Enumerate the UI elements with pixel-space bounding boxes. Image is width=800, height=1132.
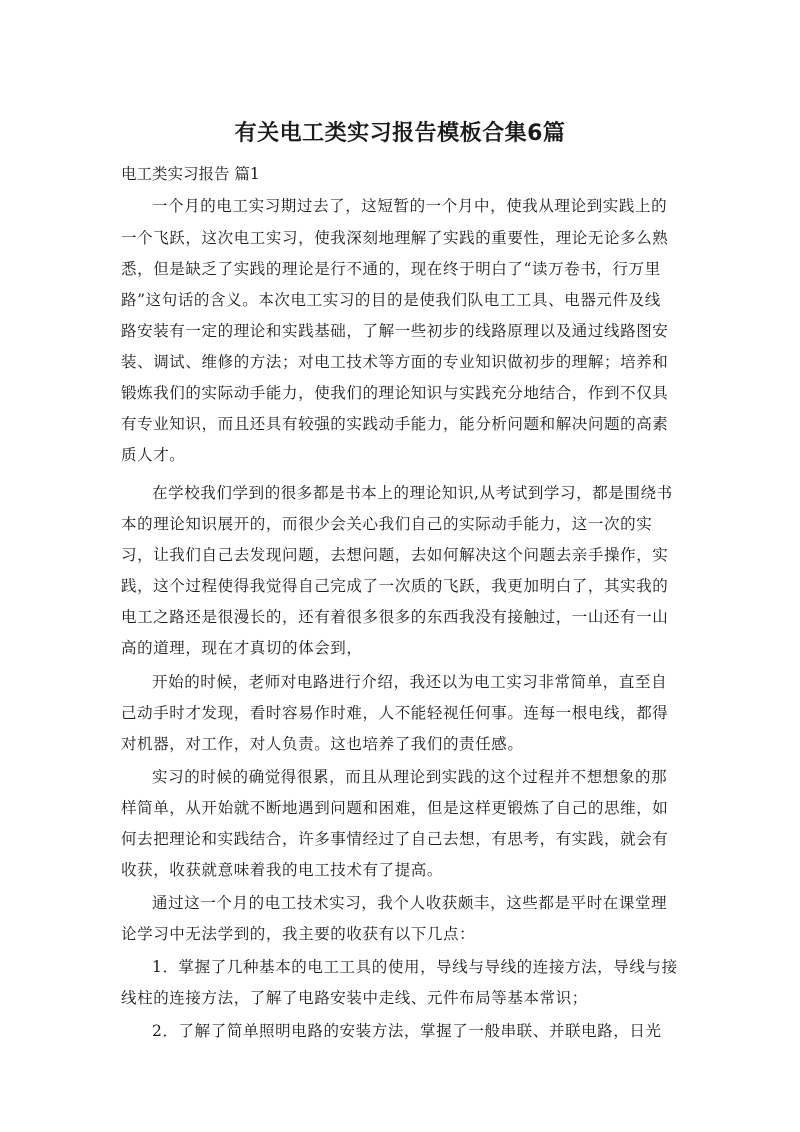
paragraph-line: 路安装有一定的理论和实践基础，了解一些初步的线路原理以及通过线路图安 [121, 322, 669, 340]
paragraph-line: 路”这句话的含义。本次电工实习的目的是使我们队电工工具、电器元件及线 [121, 291, 661, 309]
paragraph-line: 装、调试、维修的方法；对电工技术等方面的专业知识做初步的理解；培养和 [121, 353, 669, 371]
paragraph-line: 样简单，从开始就不断地遇到问题和困难，但是这样更锻炼了自己的思维，如 [121, 799, 669, 817]
paragraph-line: 论学习中无法学到的，我主要的收获有以下几点： [121, 925, 476, 943]
paragraph-line: 实习的时候的确觉得很累，而且从理论到实践的这个过程并不想想象的那 [152, 768, 668, 786]
list-item-line: 1．掌握了几种基本的电工工具的使用，导线与导线的连接方法，导线与接 [152, 958, 678, 976]
paragraph-line: 电工之路还是很漫长的，还有着很多很多的东西我没有接触过，一山还有一山 [121, 608, 669, 626]
paragraph-line: 习，让我们自己去发现问题，去想问题，去如何解决这个问题去亲手操作，实 [121, 546, 669, 564]
paragraph-line: 质人才。 [121, 446, 186, 464]
paragraph-line: 悉，但是缺乏了实践的理论是行不通的，现在终于明白了“读万卷书，行万里 [121, 260, 661, 278]
paragraph-line: 一个飞跃，这次电工实习，使我深刻地理解了实践的重要性，理论无论多么熟 [121, 229, 669, 247]
list-item-line: 2．了解了简单照明电路的安装方法，掌握了一般串联、并联电路，日光 [152, 1022, 662, 1040]
paragraph-line: 何去把理论和实践结合，许多事情经过了自己去想，有思考，有实践，就会有 [121, 830, 669, 848]
paragraph-line: 开始的时候，老师对电路进行介绍，我还以为电工实习非常简单，直至自 [152, 673, 668, 691]
paragraph-line: 通过这一个月的电工技术实习，我个人收获颇丰，这些都是平时在课堂理 [152, 894, 668, 912]
paragraph-line: 对机器，对工作，对人负责。这也培养了我们的责任感。 [121, 735, 524, 753]
paragraph-line: 高的道理，现在才真切的体会到， [121, 639, 363, 657]
paragraph-line: 己动手时才发现，看时容易作时难，人不能轻视任何事。连每一根电线，都得 [121, 704, 669, 722]
paragraph-line: 收获，收获就意味着我的电工技术有了提高。 [121, 861, 444, 879]
paragraph-line: 有专业知识，而且还具有较强的实践动手能力，能分析问题和解决问题的高素 [121, 415, 669, 433]
paragraph-line: 在学校我们学到的很多都是书本上的理论知识,从考试到学习，都是围绕书 [152, 484, 673, 502]
paragraph-line: 本的理论知识展开的，而很少会关心我们自己的实际动手能力，这一次的实 [121, 515, 653, 533]
paragraph-line: 一个月的电工实习期过去了，这短暂的一个月中，使我从理论到实践上的 [152, 197, 668, 215]
paragraph-line: 锻炼我们的实际动手能力，使我们的理论知识与实践充分地结合，作到不仅具 [121, 384, 669, 402]
document-title: 有关电工类实习报告模板合集6篇 [234, 121, 566, 146]
list-item-line: 线柱的连接方法，了解了电路安装中走线、元件布局等基本常识； [121, 989, 588, 1007]
section-heading: 电工类实习报告 篇1 [121, 165, 260, 183]
paragraph-line: 践，这个过程使得我觉得自己完成了一次质的飞跃，我更加明白了，其实我的 [121, 577, 669, 595]
